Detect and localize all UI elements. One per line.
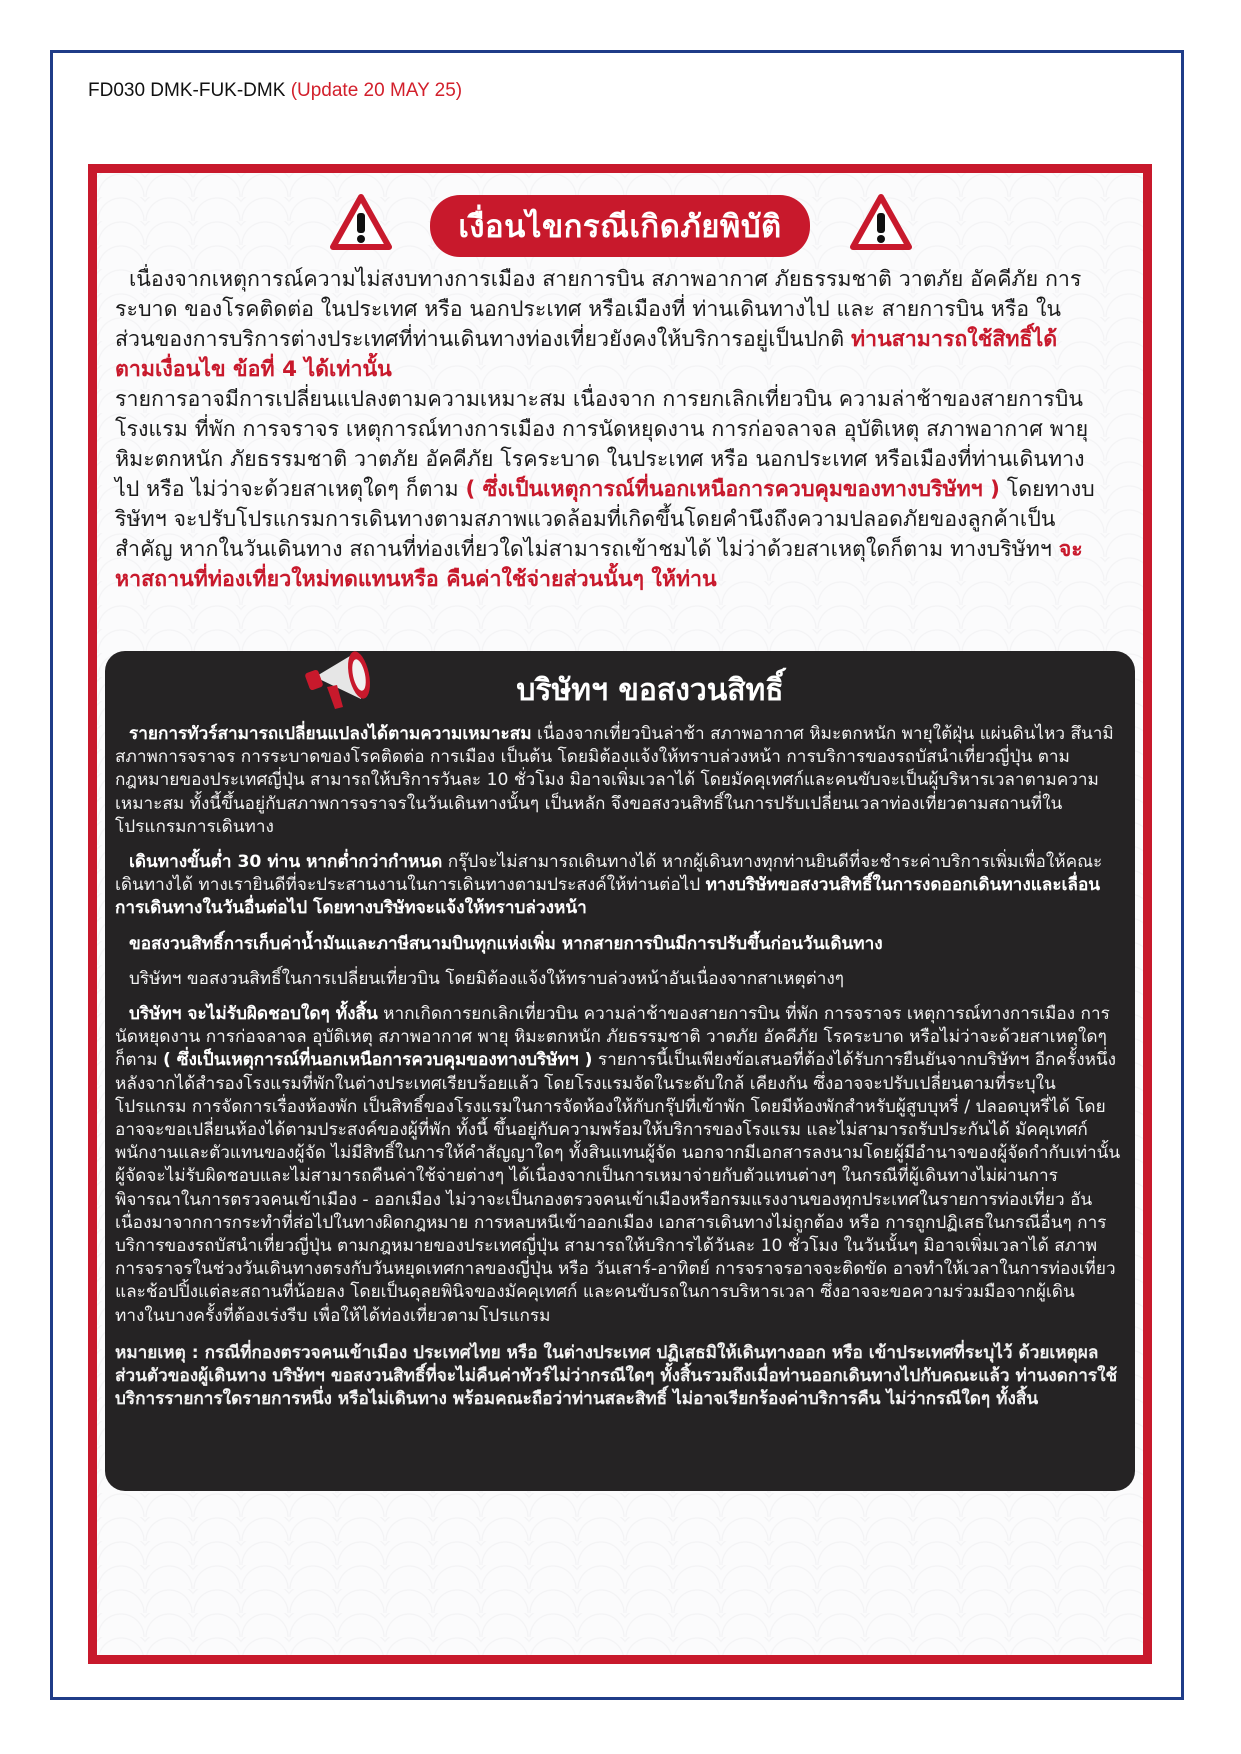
term-5-bold-2: ( ซึ่งเป็นเหตุการณ์ที่นอกเหนือการควบคุมของทางบริษัทฯ ) [163,1050,593,1071]
remark-note: หมายเหตุ : กรณีที่กองตรวจคนเข้าเมือง ประเทศไทย หรือ ในต่างประเทศ ปฏิเสธมิให้เดินทางออก หรือ เข้าประเทศที่ระบุไว้ ด้วยเหตุผลส่วนตัวของผู้เดินทาง บริษัทฯ ขอสงวนสิทธิ์ที่จะไม่คืนค่าทัวร์ไม่ว่ากรณีใดๆ ทั้งสิ้นรวมถึงเมื่อท่านออกเดินทางไปกับคณะแล้ว ท่านงดการใช้บริการรายการใดรายการหนึ่ง หรือไม่เดินทาง พร้อมคณะถือว่าท่านสละสิทธิ์ ไม่อาจเรียกร้องค่าบริการคืน ไม่ว่ากรณีใดๆ ทั้งสิ้น [115,1342,1118,1410]
reservation-rights-panel [105,651,1135,1491]
warning-triangle-icon [329,193,393,253]
term-1-text: เนื่องจากเที่ยวบินล่าช้า สภาพอากาศ หิมะตกหนัก พายุใต้ฝุ่น แผ่นดินไหว สึนามิ สภาพการจราจร การระบาดของโรคติดต่อ การเมือง เป็นต้น โดยมิต้องแจ้งให้ทราบล่วงหน้า การบริการของรถบัสนำเที่ยวญี่ปุ่น ตามกฎหมายของประเทศญี่ปุ่น สามารถให้บริการวันละ 10 ชั่วโมง มิอาจเพิ่มเวลาได้ โดยมัคคุเทศก์และคนขับจะเป็นผู้บริหารเวลาตามความเหมาะสม ทั้งนี้ขึ้นอยู่กับสภาพการจราจรในวันเดินทางนั้นๆ เป็นหลัก จึงขอสงวนสิทธิ์ในการปรับเปลี่ยนเวลาท่องเที่ยวตามสถานที่ในโปรแกรมการเดินทาง [115,724,1114,837]
term-2-bold: เดินทางขั้นต่ำ 30 ท่าน หากต่ำกว่ากำหนด [129,852,443,873]
poster-title: เงื่อนไขกรณีเกิดภัยพิบัติ [430,195,809,257]
term-5-bold: บริษัทฯ จะไม่รับผิดชอบใดๆ ทั้งสิ้น [129,1004,378,1025]
paragraph-1-text: เนื่องจากเหตุการณ์ความไม่สงบทางการเมือง สายการบิน สภาพอากาศ ภัยธรรมชาติ วาตภัย อัคคีภัย การระบาด ของโรคติดต่อ ในประเทศ หรือ นอกประเทศ หรือเมืองที่ ท่านเดินทางไป และ สายการบิน หรือ ในส่วนของการบริการต่างประเทศที่ท่านเดินทางท่องเที่ยวยังคงให้บริการอยู่เป็นปกติ [115,267,1082,352]
term-schedule-change [115,723,1121,839]
term-5-text-a: หากเกิดการยกเลิกเที่ยวบิน ความล่าช้าของสายการบิน ที่พัก การจราจร เหตุการณ์ทางการเมือง การนัดหยุดงาน การก่อจลาจล อุบัติเหตุ สภาพอากาศ พายุ หิมะตกหนัก ภัยธรรมชาติ วาตภัย อัคคีภัย โรคระบาด หรือไม่ว่าจะด้วยสาเหตุใดๆ ก็ตาม [115,1004,1110,1071]
paragraph-2-highlight-2: จะหาสถานที่ท่องเที่ยวใหม่ทดแทนหรือ คืนค่าใช้จ่ายส่วนนั้นๆ ให้ท่าน [115,537,1083,592]
poster-header [97,187,1143,259]
paragraph-2-text-b: โดยทางบริษัทฯ จะปรับโปรแกรมการเดินทางตามสภาพแวดล้อมที่เกิดขึ้นโดยคำนึงถึงความปลอดภัยของลูกค้าเป็นสำคัญ หากในวันเดินทาง สถานที่ท่องเที่ยวใดไม่สามารถเข้าชมได้ ไม่ว่าด้วยสาเหตุใดก็ตาม ทางบริษัทฯ [115,477,1095,562]
term-4-text: บริษัทฯ ขอสงวนสิทธิ์ในการเปลี่ยนเที่ยวบิน โดยมิต้องแจ้งให้ทราบล่วงหน้าอันเนื่องจากสาเหตุต่างๆ [129,968,845,989]
term-5-text-b: รายการนี้เป็นเพียงข้อเสนอที่ต้องได้รับการยืนยันจากบริษัทฯ อีกครั้งหนึ่ง หลังจากได้สำรองโรงแรมที่พักในต่างประเทศเรียบร้อยแล้ว โดยโรงแรมจัดในระดับใกล้ เคียงกัน ซึ่งอาจจะปรับเปลี่ยนตามที่ระบุในโปรแกรม การจัดการเรื่องห้องพัก เป็นสิทธิ์ของโรงแรมในการจัดห้องให้กับกรุ๊ปที่เข้าพัก โดยมีห้องพักสำหรับผู้สูบบุหรี่ / ปลอดบุหรี่ได้ โดยอาจจะขอเปลี่ยนห้องได้ตามประสงค์ของผู้ที่พัก ทั้งนี้ ขึ้นอยู่กับความพร้อมให้บริการของโรงแรม และไม่สามารถรับประกันได้ มัคคุเทศก์ พนักงานและตัวแทนของผู้จัด ไม่มีสิทธิ์ในการให้คำสัญญาใดๆ ทั้งสินแทนผู้จัด นอกจากมีเอกสารลงนามโดยผู้มีอำนาจของผู้จัดกำกับเท่านั้น ผู้จัดจะไม่รับผิดชอบและไม่สามารถคืนค่าใช้จ่ายต่างๆ ได้เนื่องจากเป็นการเหมาจ่ายกับตัวแทนต่างๆ ในกรณีที่ผู้เดินทางไม่ผ่านการพิจารณาในการตรวจคนเข้าเมือง - ออกเมือง ไม่วาจะเป็นกองตรวจคนเข้าเมืองหรือกรมแรงงานของทุกประเทศในรายการท่องเที่ยว อันเนื่องมาจากการกระทำที่ส่อไปในทางผิดกฎหมาย การหลบหนีเข้าออกเมือง เอกสารเดินทางไม่ถูกต้อง หรือ การถูกปฏิเสธในกรณีอื่นๆ การบริการของรถบัสนำเที่ยวญี่ปุ่น ตามกฎหมายของประเทศญี่ปุ่น สามารถให้บริการได้วันละ 10 ชั่วโมง ในวันนั้นๆ มิอาจเพิ่มเวลาได้ สภาพการจราจรในช่วงวันเดินทางตรงกับวันหยุดเทศกาลของญี่ปุ่น หรือ วันเสาร์-อาทิตย์ การจราจรอาจจะติดขัด อาจทำให้เวลาในการท่องเที่ยว และช้อปปิ้งแต่ละสถานที่น้อยลง โดยเป็นดุลยพินิจของมัคคุเทศก์ และคนขับรถในการบริหารเวลา ซึ่งอาจจะขอความร่วมมือจากผู้เดินทางในบางครั้งที่ต้องเร่งรีบ เพื่อให้ได้ท่องเที่ยวตามโปรแกรม [115,1050,1121,1326]
tour-code: FD030 DMK-FUK-DMK [88,80,286,101]
term-3-bold: ขอสงวนสิทธิ์การเก็บค่าน้ำมันและภาษีสนามบินทุกแห่งเพิ่ม หากสายการบินมีการปรับขึ้นก่อนวันเดินทาง [129,933,883,954]
paragraph-1 [115,265,1095,385]
disaster-conditions-text [115,265,1095,595]
term-fuel-tax [115,933,1121,956]
term-flight-change [115,968,1121,991]
term-1-bold: รายการทัวร์สามารถเปลี่ยนแปลงได้ตามความเหมาะสม [129,724,532,744]
term-minimum-travelers [115,851,1121,921]
conditions-poster [88,164,1152,1664]
reservation-title: บริษัทฯ ขอสงวนสิทธิ์ [516,673,784,708]
term-2-text: กรุ๊ปจะไม่สามารถเดินทางได้ หากผู้เดินทางทุกท่านยินดีที่จะชำระค่าบริการเพิ่มเพื่อให้คณะเดินทางได้ ทางเรายินดีที่จะประสานงานในการเดินทางตามประสงค์ให้ท่านต่อไป [115,852,1103,896]
warning-triangle-icon [849,193,913,253]
document-code [88,80,462,102]
paragraph-2-text-a: รายการอาจมีการเปลี่ยนแปลงตามความเหมาะสม เนื่องจาก การยกเลิกเที่ยวบิน ความล่าช้าของสายการบิน โรงแรม ที่พัก การจราจร เหตุการณ์ทางการเมือง การนัดหยุดงาน การก่อจลาจล อุบัติเหตุ สภาพอากาศ พายุ หิมะตกหนัก ภัยธรรมชาติ วาตภัย อัคคีภัย โรคระบาด ในประเทศ หรือ นอกประเทศ หรือเมืองที่ท่านเดินทางไป หรือ ไม่ว่าจะด้วยสาเหตุใดๆ ก็ตาม [115,387,1089,502]
paragraph-1-highlight: ท่านสามารถใช้สิทธิ์ได้ตามเงื่อนไข ข้อที่ 4 ได้เท่านั้น [115,327,1058,382]
paragraph-2-highlight-1: ( ซึ่งเป็นเหตุการณ์ที่นอกเหนือการควบคุมของทางบริษัทฯ ) [465,477,1000,502]
reservation-terms [115,723,1121,1423]
term-2-bold-2: ทางบริษัทขอสงวนสิทธิ์ในการงดออกเดินทางและเลื่อนการเดินทางในวันอื่นต่อไป โดยทางบริษัทจะแจ้งให้ทราบล่วงหน้า [115,875,1101,919]
paragraph-2 [115,385,1095,595]
update-date: (Update 20 MAY 25) [290,80,463,101]
term-no-liability [115,1003,1121,1328]
